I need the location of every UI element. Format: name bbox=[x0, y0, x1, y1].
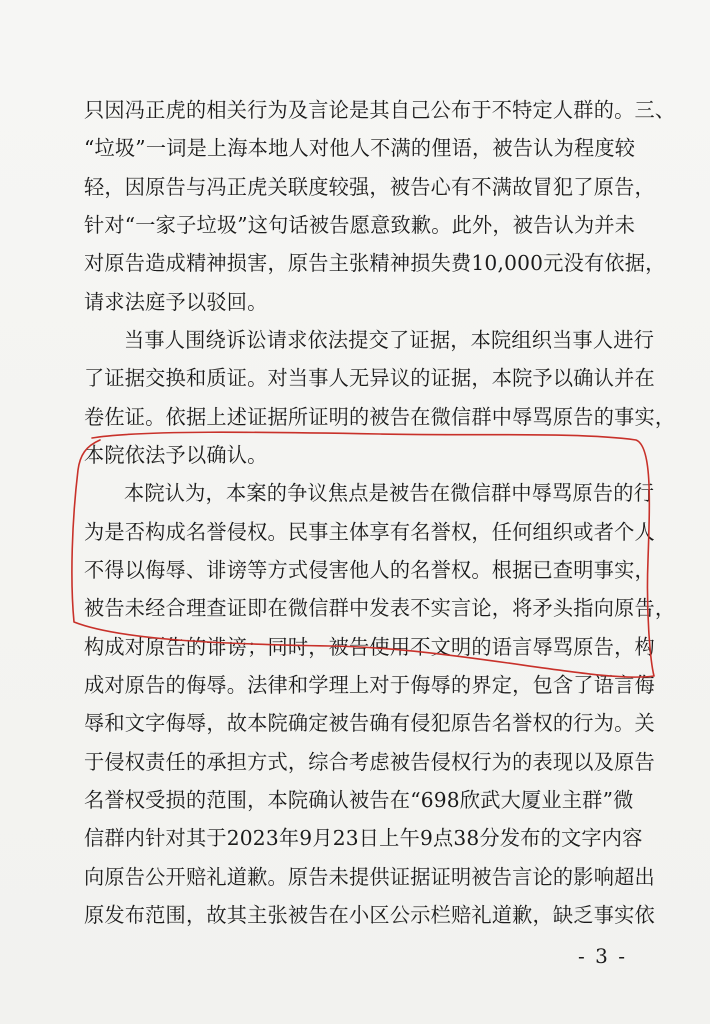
text-line: 被告未经合理查证即在微信群中发表不实言论，将矛头指向原告， bbox=[84, 596, 676, 620]
text-line: 针对“一家子垃圾”这句话被告愿意致歉。此外，被告认为并未 bbox=[84, 213, 636, 237]
text-line: 辱和文字侮辱，故本院确定被告确有侵犯原告名誉权的行为。关 bbox=[84, 711, 655, 735]
text-line: 原发布范围，故其主张被告在小区公示栏赔礼道歉，缺乏事实依 bbox=[84, 903, 655, 927]
text-line: 为是否构成名誉侵权。民事主体享有名誉权，任何组织或者个人 bbox=[84, 520, 655, 544]
text-line: 不得以侮辱、诽谤等方式侵害他人的名誉权。根据已查明事实， bbox=[84, 558, 655, 582]
text-line: 对原告造成精神损害，原告主张精神损失费10,000元没有依据， bbox=[84, 251, 666, 275]
text-line: 于侵权责任的承担方式，综合考虑被告侵权行为的表现以及原告 bbox=[84, 750, 655, 774]
text-line: 本院依法予以确认。 bbox=[84, 443, 268, 467]
text-line: 只因冯正虎的相关行为及言论是其自己公布于不特定人群的。三、 bbox=[84, 98, 676, 122]
text-line: 卷佐证。依据上述证据所证明的被告在微信群中辱骂原告的事实， bbox=[84, 405, 676, 429]
text-line: 名誉权受损的范围，本院确认被告在“698欣武大厦业主群”微 bbox=[84, 788, 634, 812]
text-line: 了证据交换和质证。对当事人无异议的证据，本院予以确认并在 bbox=[84, 366, 655, 390]
page-number: - 3 - bbox=[578, 944, 627, 968]
text-line: 构成对原告的诽谤；同时，被告使用不文明的语言辱骂原告，构 bbox=[84, 635, 655, 659]
text-line: 请求法庭予以驳回。 bbox=[84, 290, 268, 314]
text-line: 本院认为，本案的争议焦点是被告在微信群中辱骂原告的行 bbox=[124, 481, 655, 505]
text-line: 当事人围绕诉讼请求依法提交了证据，本院组织当事人进行 bbox=[124, 328, 655, 352]
text-line: 轻，因原告与冯正虎关联度较强，被告心有不满故冒犯了原告， bbox=[84, 175, 655, 199]
text-line: 向原告公开赔礼道歉。原告未提供证据证明被告言论的影响超出 bbox=[84, 865, 655, 889]
text-line: 信群内针对其于2023年9月23日上午9点38分发布的文字内容 bbox=[84, 826, 643, 850]
text-line: 成对原告的侮辱。法律和学理上对于侮辱的界定，包含了语言侮 bbox=[84, 673, 655, 697]
text-line: “垃圾”一词是上海本地人对他人不满的俚语，被告认为程度较 bbox=[84, 136, 636, 160]
